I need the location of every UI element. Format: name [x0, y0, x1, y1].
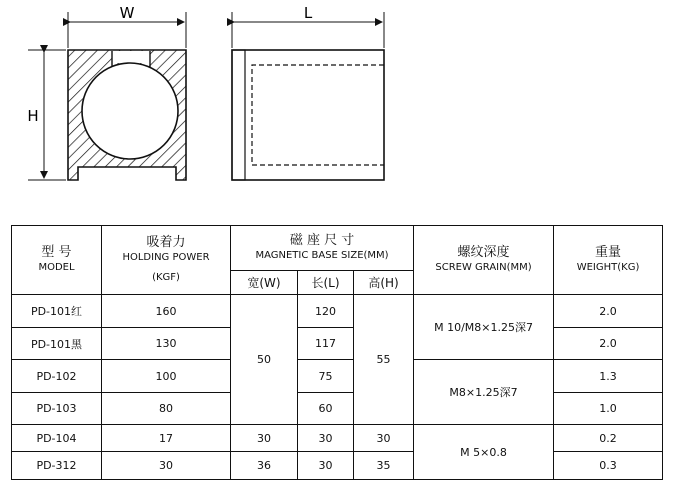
height-cell: 30 — [354, 425, 414, 452]
dimension-h — [27, 50, 66, 180]
table-row — [12, 328, 663, 360]
power-cell: 100 — [102, 360, 231, 393]
header-base-size — [231, 226, 414, 271]
header-height: 高(H) — [354, 271, 414, 295]
technical-drawings — [0, 0, 688, 215]
screw-cell: M 5×0.8 — [414, 425, 554, 480]
length-cell: 120 — [298, 295, 354, 328]
weight-cell: 0.2 — [554, 425, 663, 452]
model-cell: PD-104 — [12, 425, 102, 452]
length-cell: 60 — [298, 393, 354, 425]
header-weight — [554, 226, 663, 295]
model-cell: PD-312 — [12, 452, 102, 480]
model-cell: PD-101红 — [12, 295, 102, 328]
header-screw — [414, 226, 554, 295]
header-screw-en: SCREW GRAIN(MM) — [435, 262, 532, 273]
front-view — [68, 50, 186, 180]
header-model-cn: 型 号 — [41, 245, 72, 260]
screw-cell: M8×1.25深7 — [414, 360, 554, 425]
h-label: H — [27, 107, 39, 125]
height-cell: 55 — [354, 295, 414, 425]
header-holding-cn: 吸着力 — [146, 235, 186, 250]
header-size-cn: 磁 座 尺 寸 — [289, 233, 355, 248]
table-row — [12, 295, 663, 328]
power-cell: 30 — [102, 452, 231, 480]
power-cell: 160 — [102, 295, 231, 328]
header-holding-en: HOLDING POWER — [122, 252, 210, 263]
header-holding-power — [102, 226, 231, 295]
header-width: 宽(W) — [231, 271, 298, 295]
weight-cell: 2.0 — [554, 295, 663, 328]
width-cell: 36 — [231, 452, 298, 480]
weight-cell: 0.3 — [554, 452, 663, 480]
w-label: W — [119, 4, 135, 22]
header-screw-cn: 螺纹深度 — [457, 245, 510, 260]
l-label: L — [303, 4, 313, 22]
power-cell: 17 — [102, 425, 231, 452]
header-model — [12, 226, 102, 295]
length-cell: 30 — [298, 452, 354, 480]
header-weight-en: WEIGHT(KG) — [576, 262, 640, 273]
length-cell: 117 — [298, 328, 354, 360]
table-row — [12, 452, 663, 480]
header-size-en: MAGNETIC BASE SIZE(MM) — [255, 250, 389, 261]
weight-cell: 1.3 — [554, 360, 663, 393]
width-cell: 50 — [231, 295, 298, 425]
length-cell: 75 — [298, 360, 354, 393]
header-holding-unit: (KGF) — [152, 272, 180, 283]
height-cell: 35 — [354, 452, 414, 480]
spec-table — [11, 225, 663, 480]
length-cell: 30 — [298, 425, 354, 452]
header-length: 长(L) — [298, 271, 354, 295]
table-row — [12, 393, 663, 425]
width-cell: 30 — [231, 425, 298, 452]
header-weight-cn: 重量 — [595, 245, 622, 260]
dimension-w — [68, 4, 186, 48]
side-view — [232, 50, 384, 180]
model-cell: PD-102 — [12, 360, 102, 393]
model-cell: PD-103 — [12, 393, 102, 425]
weight-cell: 2.0 — [554, 328, 663, 360]
screw-cell: M 10/M8×1.25深7 — [414, 295, 554, 360]
dimension-l — [232, 4, 384, 48]
table-row — [12, 360, 663, 393]
model-cell: PD-101黑 — [12, 328, 102, 360]
weight-cell: 1.0 — [554, 393, 663, 425]
power-cell: 130 — [102, 328, 231, 360]
table-row — [12, 425, 663, 452]
power-cell: 80 — [102, 393, 231, 425]
header-model-en: MODEL — [38, 262, 75, 273]
